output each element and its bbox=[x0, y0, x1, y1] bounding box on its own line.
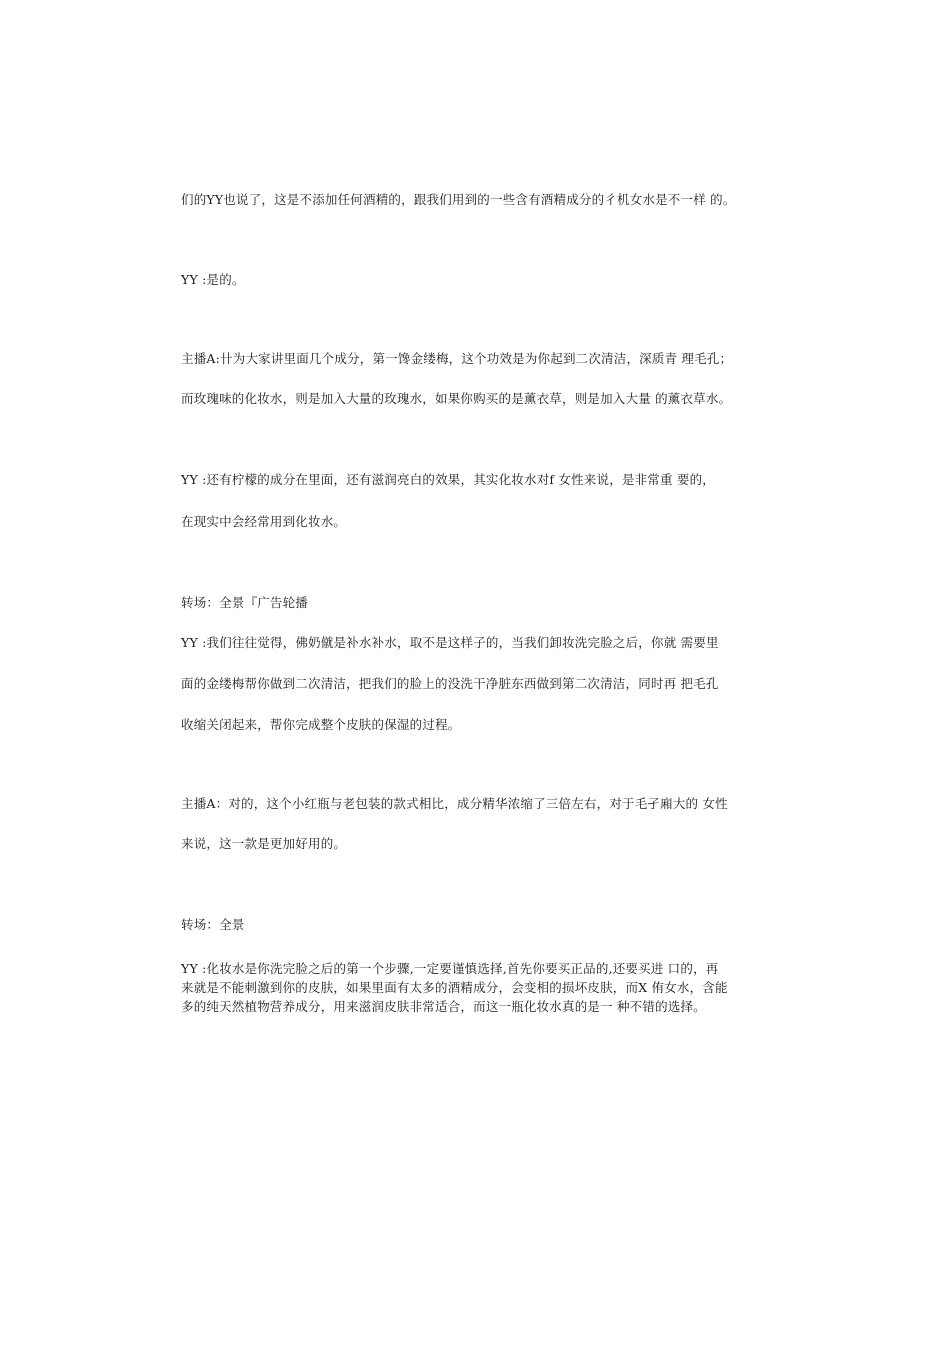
scene-transition: 转场：全景 bbox=[181, 917, 245, 932]
text-line: 多的纯天然植物营养成分，用来滋润皮肤非常适合，而这一瓶化妆水真的是一 种不错的选择。 bbox=[181, 999, 706, 1014]
text-line: YY :化妆水是你洗完脸之后的第一个步骤,一定要谨慎选择,首先你要买正品的,还要买进 口的，再 bbox=[181, 961, 719, 976]
text-line: 而玫瑰味的化妆水，则是加入大量的玫瑰水，如果你购买的是薰衣草，则是加入大量 的薰衣草水。 bbox=[181, 391, 732, 406]
text-line: 主播A：对的，这个小红瓶与老包装的款式相比，成分精华浓缩了三倍左右，对于毛孑廂大的 女性 bbox=[181, 796, 728, 811]
text-line: 主播A:卄为大家讲里面几个成分，第一馋金缕梅，这个功效是为你起到二次清洁，深质青 理毛孔； bbox=[181, 351, 733, 366]
scene-transition: 转场：全景『广告轮播 bbox=[181, 595, 309, 610]
text-line: 面的金缕梅帮你做到二次清洁，把我们的脸上的没洗干净脏东西做到第二次清洁，同时再 把毛孔 bbox=[181, 676, 719, 691]
text-line: YY :还有柠檬的成分在里面，还有滋润亮白的效果，其实化妆水对f 女性来说，是非常重 要的， bbox=[181, 472, 715, 487]
text-line: 收缩关闭起来，帮你完成整个皮肤的保湿的过程。 bbox=[181, 717, 461, 732]
text-line: 们的YY也说了，这是不添加任何酒精的，跟我们用到的一些含有酒精成分的彳机女水是不一样 的。 bbox=[181, 192, 736, 207]
text-line: 来就是不能刺激到你的皮肤，如果里面有太多的酒精成分，会变相的损坏皮肤，而X 侑女水，含能 bbox=[181, 980, 728, 995]
text-line: YY :是的。 bbox=[181, 272, 245, 287]
text-line: 来说，这一款是更加好用的。 bbox=[181, 836, 347, 851]
text-line: 在现实中会经常用到化妆水。 bbox=[181, 514, 347, 529]
text-line: YY :我们往往觉得，佛奶僦是补水补水，取不是这样子的，当我们卸妆洗完脸之后，你就 需要里 bbox=[181, 635, 719, 650]
